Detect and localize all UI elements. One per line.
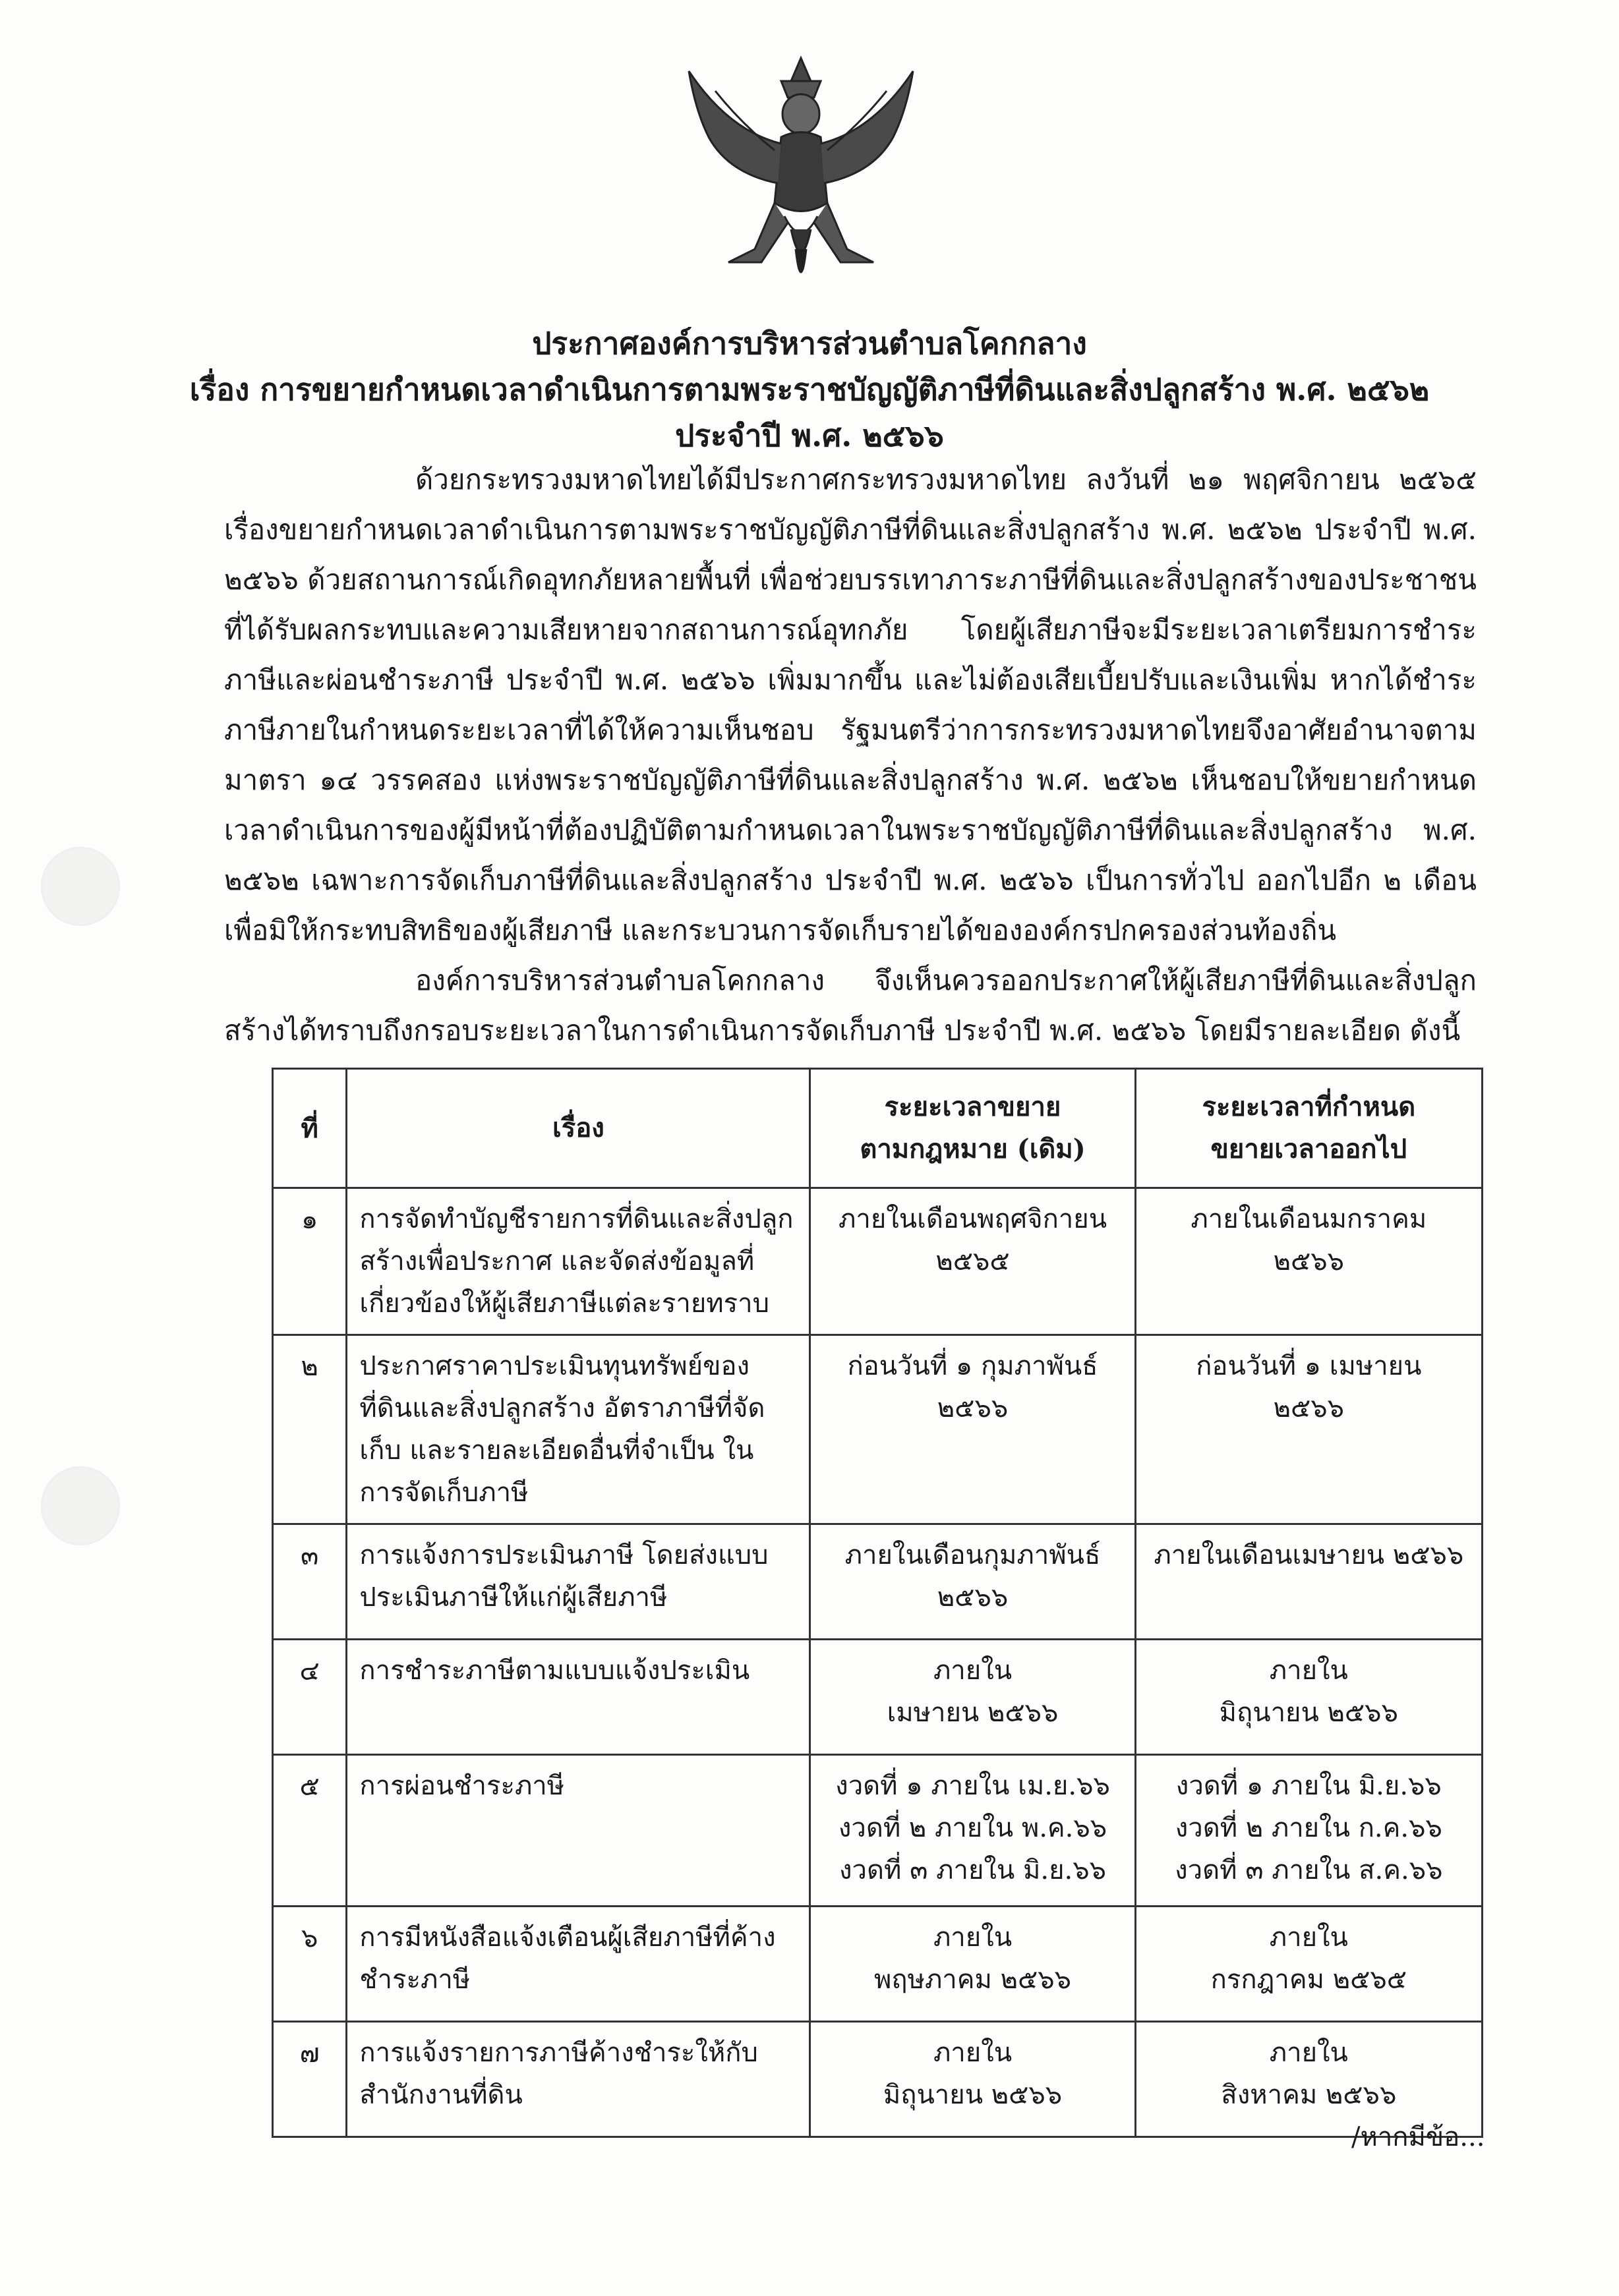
row-old-period [810,1640,1135,1755]
period-line: กรกฎาคม ๒๕๖๕ [1210,1965,1407,1995]
period-line: ๒๕๖๕ [935,1246,1010,1277]
body-text [224,455,1477,1056]
period-line: มิถุนายน ๒๕๖๖ [883,2080,1063,2110]
tax-schedule-table [272,1068,1483,2138]
body-paragraph-1: ด้วยกระทรวงมหาดไทยได้มีประกาศกระทรวงมหาดไทย ลงวันที่ ๒๑ พฤศจิกายน ๒๕๖๕ เรื่องขยายกำหนดเวลาดำเนินการตามพระราชบัญญัติภาษีที่ดินและสิ่งปลูกสร้าง พ.ศ. ๒๕๖๒ ประจำปี พ.ศ. ๒๕๖๖ ด้วยสถานการณ์เกิดอุทกภัยหลายพื้นที่ เพื่อช่วยบรรเทาภาระภาษีที่ดินและสิ่งปลูกสร้างของประชาชนที่ได้รับผลกระทบและความเสียหายจากสถานการณ์อุทกภัย โดยผู้เสียภาษีจะมีระยะเวลาเตรียมการชำระภาษีและผ่อนชำระภาษี ประจำปี พ.ศ. ๒๕๖๖ เพิ่มมากขึ้น และไม่ต้องเสียเบี้ยปรับและเงินเพิ่ม หากได้ชำระภาษีภายในกำหนดระยะเวลาที่ได้ให้ความเห็นชอบ รัฐมนตรีว่าการกระทรวงมหาดไทยจึงอาศัยอำนาจตามมาตรา ๑๔ วรรคสอง แห่งพระราชบัญญัติภาษีที่ดินและสิ่งปลูกสร้าง พ.ศ. ๒๕๖๒ เห็นชอบให้ขยายกำหนดเวลาดำเนินการของผู้มีหน้าที่ต้องปฏิบัติตามกำหนดเวลาในพระราชบัญญัติภาษีที่ดินและสิ่งปลูกสร้าง พ.ศ. ๒๕๖๒ เฉพาะการจัดเก็บภาษีที่ดินและสิ่งปลูกสร้าง ประจำปี พ.ศ. ๒๕๖๖ เป็นการทั่วไป ออกไปอีก ๒ เดือน เพื่อมิให้กระทบสิทธิของผู้เสียภาษี และกระบวนการจัดเก็บรายได้ขององค์กรปกครองส่วนท้องถิ่น [224,463,1477,946]
header-no: ที่ [273,1069,347,1188]
table-row [273,1907,1483,2022]
period-line: ภายในเดือนมกราคม [1191,1204,1427,1234]
header-old-period [810,1069,1135,1188]
table-row [273,2022,1483,2137]
row-old-period [810,1188,1135,1335]
row-old-period [810,1755,1135,1907]
announcement-title-line2: เรื่อง การขยายกำหนดเวลาดำเนินการตามพระราชบัญญัติภาษีที่ดินและสิ่งปลูกสร้าง พ.ศ. ๒๕๖๒ [189,372,1430,407]
row-old-period [810,1335,1135,1524]
header-new-line2: ขยายเวลาออกไป [1210,1134,1407,1164]
period-line: พฤษภาคม ๒๕๖๖ [873,1965,1072,1995]
header-old-line2: ตามกฎหมาย (เดิม) [860,1134,1086,1164]
row-number: ๑ [273,1188,347,1335]
period-line: ภายในเดือนเมษายน ๒๕๖๖ [1154,1540,1464,1570]
period-line: สิงหาคม ๒๕๖๖ [1221,2080,1397,2110]
period-line: ภายใน [1269,1922,1348,1953]
period-line: เมษายน ๒๕๖๖ [887,1698,1059,1728]
period-line: งวดที่ ๓ ภายใน ส.ค.๖๖ [1175,1855,1443,1885]
table-row [273,1188,1483,1335]
period-line: ภายใน [1269,2038,1348,2068]
period-line: งวดที่ ๒ ภายใน พ.ค.๖๖ [838,1813,1107,1843]
period-line: ภายใน [1269,1655,1348,1686]
period-line: ภายในเดือนกุมภาพันธ์ [844,1540,1101,1570]
table-row [273,1524,1483,1640]
row-subject: การแจ้งการประเมินภาษี โดยส่งแบบประเมินภาษีให้แก่ผู้เสียภาษี [347,1524,810,1640]
row-new-period [1135,1524,1482,1640]
row-new-period [1135,1335,1482,1524]
row-subject: การผ่อนชำระภาษี [347,1755,810,1907]
row-number: ๓ [273,1524,347,1640]
row-subject: ประกาศราคาประเมินทุนทรัพย์ของที่ดินและสิ่งปลูกสร้าง อัตราภาษีที่จัดเก็บ และรายละเอียดอื่นที่จำเป็น ในการจัดเก็บภาษี [347,1335,810,1524]
punch-hole-bottom [41,1466,120,1545]
row-old-period [810,1907,1135,2022]
row-number: ๖ [273,1907,347,2022]
period-line: ภายใน [933,2038,1013,2068]
row-new-period [1135,1755,1482,1907]
row-number: ๒ [273,1335,347,1524]
header-subject: เรื่อง [347,1069,810,1188]
period-line: มิถุนายน ๒๕๖๖ [1219,1698,1398,1728]
row-number: ๔ [273,1640,347,1755]
period-line: ๒๕๖๖ [937,1393,1009,1423]
announcement-title-line1: ประกาศองค์การบริหารส่วนตำบลโคกกลาง [532,326,1087,361]
announcement-title-line3: ประจำปี พ.ศ. ๒๕๖๖ [675,418,944,453]
garuda-emblem-icon [649,51,953,302]
row-subject: การแจ้งรายการภาษีค้างชำระให้กับสำนักงานที่ดิน [347,2022,810,2137]
row-number: ๕ [273,1755,347,1907]
period-line: ๒๕๖๖ [937,1582,1009,1613]
row-subject: การมีหนังสือแจ้งเตือนผู้เสียภาษีที่ค้างชำระภาษี [347,1907,810,2022]
period-line: ภายใน [933,1655,1013,1686]
row-old-period [810,2022,1135,2137]
row-old-period [810,1524,1135,1640]
period-line: งวดที่ ๒ ภายใน ก.ค.๖๖ [1175,1813,1442,1843]
continuation-note: /หากมีข้อ... [1351,2122,1485,2152]
period-line: งวดที่ ๑ ภายใน มิ.ย.๖๖ [1175,1771,1442,1801]
row-subject: การจัดทำบัญชีรายการที่ดินและสิ่งปลูกสร้างเพื่อประกาศ และจัดส่งข้อมูลที่เกี่ยวข้องให้ผู้เสียภาษีแต่ละรายทราบ [347,1188,810,1335]
row-number: ๗ [273,2022,347,2137]
header-new-line1: ระยะเวลาที่กำหนด [1202,1091,1416,1122]
table-header-row [273,1069,1483,1188]
table-row [273,1755,1483,1907]
period-line: ภายในเดือนพฤศจิกายน [839,1204,1107,1234]
table-row [273,1335,1483,1524]
row-new-period [1135,1188,1482,1335]
period-line: งวดที่ ๑ ภายใน เม.ย.๖๖ [835,1771,1110,1801]
row-new-period [1135,1907,1482,2022]
header-old-line1: ระยะเวลาขยาย [884,1091,1061,1122]
period-line: ก่อนวันที่ ๑ เมษายน [1196,1351,1422,1381]
header-new-period [1135,1069,1482,1188]
row-subject: การชำระภาษีตามแบบแจ้งประเมิน [347,1640,810,1755]
period-line: ก่อนวันที่ ๑ กุมภาพันธ์ [847,1351,1098,1381]
period-line: ๒๕๖๖ [1273,1246,1345,1277]
body-paragraph-2: องค์การบริหารส่วนตำบลโคกกลาง จึงเห็นควรออกประกาศให้ผู้เสียภาษีที่ดินและสิ่งปลูกสร้างได้ทราบถึงกรอบระยะเวลาในการดำเนินการจัดเก็บภาษี ประจำปี พ.ศ. ๒๕๖๖ โดยมีรายละเอียด ดังนี้ [224,964,1477,1047]
period-line: ภายใน [933,1922,1013,1953]
row-new-period [1135,1640,1482,1755]
punch-hole-top [41,847,120,926]
period-line: งวดที่ ๓ ภายใน มิ.ย.๖๖ [839,1855,1106,1885]
table-row [273,1640,1483,1755]
period-line: ๒๕๖๖ [1273,1393,1345,1423]
